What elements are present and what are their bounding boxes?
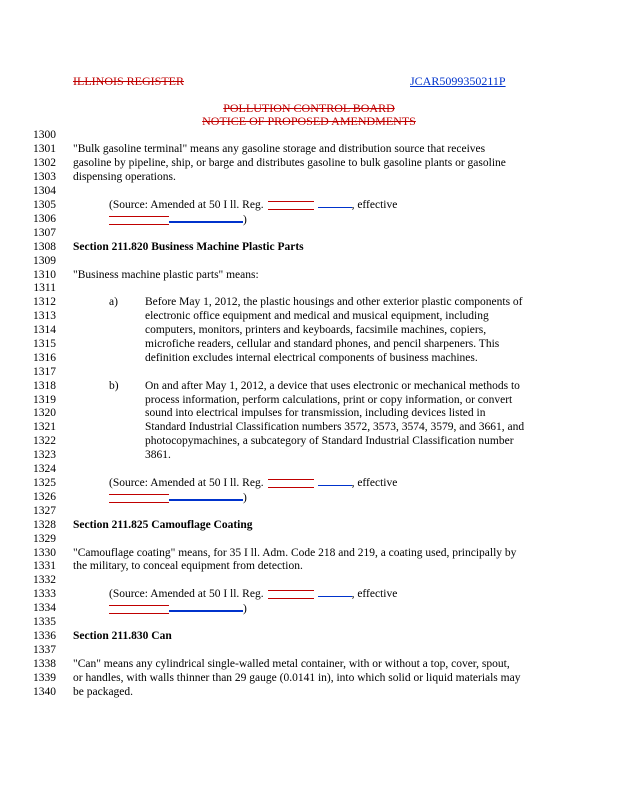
line-number: 1310 <box>33 269 56 281</box>
notice-title: NOTICE OF PROPOSED AMENDMENTS <box>202 114 416 128</box>
source-prefix: (Source: Amended at 50 I ll. Reg. <box>109 477 264 489</box>
board-title: POLLUTION CONTROL BOARD <box>223 101 395 115</box>
source-note <box>109 587 397 601</box>
inserted-blank <box>169 490 243 501</box>
line-number: 1306 <box>33 213 56 225</box>
camouflage-line1: "Camouflage coating" means, for 35 I ll. Adm. Code 218 and 219, a coating used, principally by <box>73 547 517 559</box>
can-line3: be packaged. <box>73 686 134 698</box>
line-number: 1323 <box>33 449 56 461</box>
business-machine-intro: "Business machine plastic parts" means: <box>73 269 259 281</box>
deleted-blank <box>268 590 314 599</box>
source-note-continued <box>109 601 247 616</box>
deleted-blank <box>109 605 169 614</box>
line-number: 1314 <box>33 324 56 336</box>
line-number: 1300 <box>33 129 56 141</box>
item-a-line: electronic office equipment and medical and musical equipment, including <box>145 310 489 322</box>
camouflage-line2: the military, to conceal equipment from detection. <box>73 560 303 572</box>
inserted-blank <box>318 587 352 597</box>
line-number: 1313 <box>33 310 56 322</box>
item-b-line: process information, perform calculations, print or copy information, or convert <box>145 394 513 406</box>
line-number: 1327 <box>33 505 56 517</box>
line-number: 1330 <box>33 547 56 559</box>
line-number: 1312 <box>33 296 56 308</box>
register-title: ILLINOIS REGISTER <box>73 74 184 88</box>
inserted-blank <box>169 212 243 223</box>
item-a-line: definition excludes internal electrical components of business machines. <box>145 352 478 364</box>
line-number: 1304 <box>33 185 56 197</box>
bulk-terminal-line2: gasoline by pipeline, ship, or barge and distributes gasoline to bulk gasoline plants or gasoline <box>73 157 506 169</box>
line-number: 1309 <box>33 255 56 267</box>
source-note <box>109 476 397 490</box>
line-number: 1319 <box>33 394 56 406</box>
line-number: 1331 <box>33 560 56 572</box>
deleted-blank <box>109 494 169 503</box>
source-note-continued <box>109 212 247 227</box>
line-number: 1322 <box>33 435 56 447</box>
line-number: 1315 <box>33 338 56 350</box>
line-number: 1303 <box>33 171 56 183</box>
source-note <box>109 198 397 212</box>
can-line2: or handles, with walls thinner than 29 gauge (0.0141 in), into which solid or liquid materials may <box>73 672 521 684</box>
line-number: 1321 <box>33 421 56 433</box>
source-note-continued <box>109 490 247 505</box>
line-number: 1301 <box>33 143 56 155</box>
item-b-line: Standard Industrial Classification numbers 3572, 3573, 3574, 3579, and 3661, and <box>145 421 525 433</box>
inserted-blank <box>169 601 243 612</box>
line-number: 1333 <box>33 588 56 600</box>
deleted-blank <box>268 201 314 210</box>
source-effective: , effective <box>351 477 398 489</box>
line-number: 1308 <box>33 241 56 253</box>
source-close: ) <box>243 492 247 504</box>
source-prefix: (Source: Amended at 50 I ll. Reg. <box>109 199 264 211</box>
item-b-line: 3861. <box>145 449 171 461</box>
line-number: 1320 <box>33 407 56 419</box>
line-number: 1339 <box>33 672 56 684</box>
section-heading-211-820: Section 211.820 Business Machine Plastic Parts <box>73 241 304 253</box>
line-number: 1326 <box>33 491 56 503</box>
line-number: 1316 <box>33 352 56 364</box>
source-prefix: (Source: Amended at 50 I ll. Reg. <box>109 588 264 600</box>
line-number: 1305 <box>33 199 56 211</box>
section-heading-211-825: Section 211.825 Camouflage Coating <box>73 519 253 531</box>
line-number: 1334 <box>33 602 56 614</box>
line-number: 1307 <box>33 227 56 239</box>
item-a-line: computers, monitors, printers and keyboards, facsimile machines, copiers, <box>145 324 487 336</box>
line-number: 1335 <box>33 616 56 628</box>
deleted-blank <box>268 479 314 488</box>
line-number: 1329 <box>33 533 56 545</box>
source-effective: , effective <box>351 199 398 211</box>
line-number: 1317 <box>33 366 56 378</box>
line-number: 1337 <box>33 644 56 656</box>
line-number: 1318 <box>33 380 56 392</box>
line-number: 1338 <box>33 658 56 670</box>
can-line1: "Can" means any cylindrical single-walled metal container, with or without a top, cover, spout, <box>73 658 510 670</box>
inserted-blank <box>318 198 352 208</box>
source-effective: , effective <box>351 588 398 600</box>
line-number: 1328 <box>33 519 56 531</box>
item-b-line: sound into electrical impulses for transmission, including devices listed in <box>145 407 486 419</box>
item-a-line: microfiche readers, cellular and standard phones, and pencil sharpeners. This <box>145 338 500 350</box>
source-close: ) <box>243 214 247 226</box>
line-number: 1340 <box>33 686 56 698</box>
bulk-terminal-line3: dispensing operations. <box>73 171 176 183</box>
bulk-terminal-line1: "Bulk gasoline terminal" means any gasoline storage and distribution source that receives <box>73 143 486 155</box>
item-b-line: On and after May 1, 2012, a device that uses electronic or mechanical methods to <box>145 380 520 392</box>
jcar-code: JCAR5099350211P <box>410 74 506 88</box>
item-label-b: b) <box>109 380 119 392</box>
source-close: ) <box>243 603 247 615</box>
section-heading-211-830: Section 211.830 Can <box>73 630 172 642</box>
line-number: 1336 <box>33 630 56 642</box>
line-number: 1332 <box>33 574 56 586</box>
line-number: 1302 <box>33 157 56 169</box>
line-number: 1311 <box>33 282 56 294</box>
line-number: 1325 <box>33 477 56 489</box>
item-label-a: a) <box>109 296 118 308</box>
inserted-blank <box>318 476 352 486</box>
deleted-blank <box>109 216 169 225</box>
item-b-line: photocopymachines, a subcategory of Standard Industrial Classification number <box>145 435 514 447</box>
item-a-line: Before May 1, 2012, the plastic housings and other exterior plastic components of <box>145 296 523 308</box>
line-number: 1324 <box>33 463 56 475</box>
